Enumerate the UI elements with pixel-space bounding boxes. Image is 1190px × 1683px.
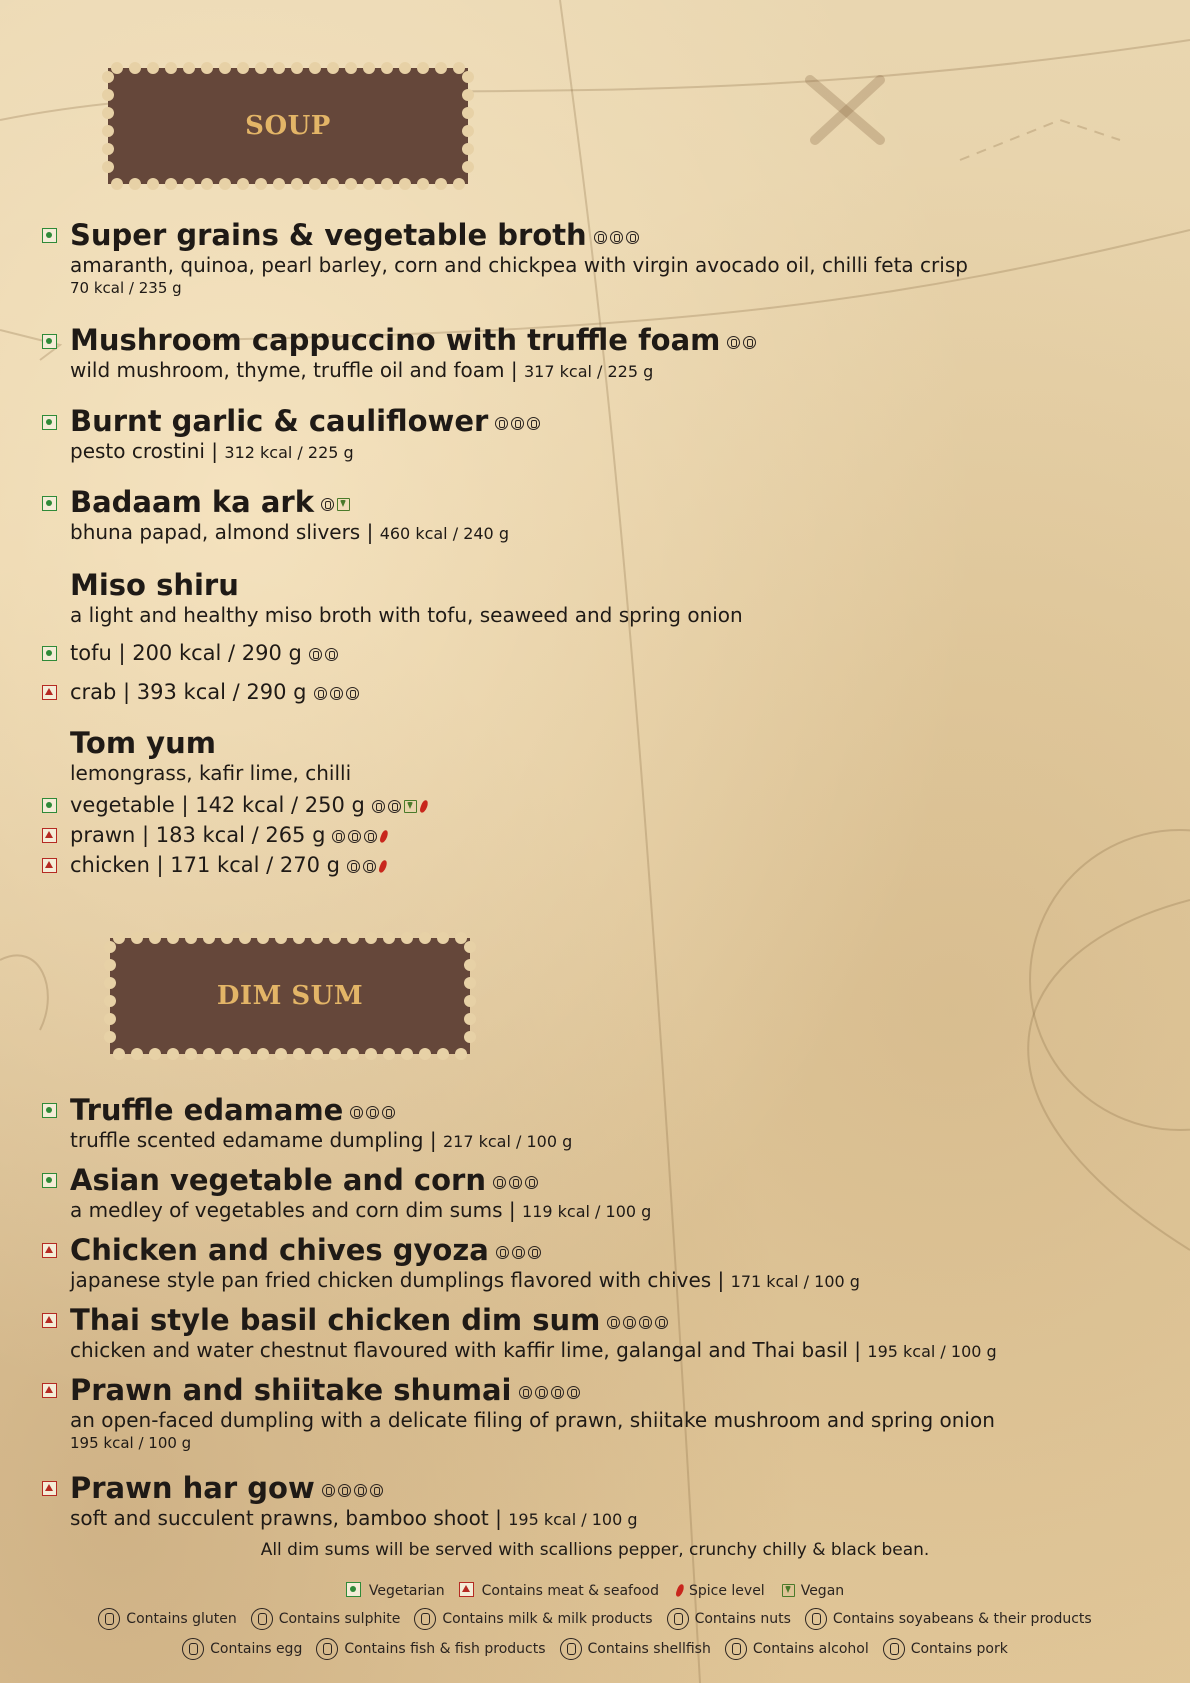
gluten-icon — [610, 231, 623, 244]
legend-label: Vegan — [800, 1582, 845, 1599]
alcohol-icon — [725, 1638, 747, 1660]
item-kcal: 312 kcal / 225 g — [224, 443, 354, 462]
nonveg-mark — [42, 858, 57, 873]
menu-item — [70, 1373, 1150, 1453]
item-description: lemongrass, kafir lime, chilli — [70, 761, 352, 785]
item-kcal: 171 kcal / 100 g — [730, 1272, 860, 1291]
veg-mark — [42, 646, 57, 661]
chili-icon — [379, 829, 389, 843]
nonveg-mark — [42, 1313, 57, 1328]
legend-label: Contains shellfish — [587, 1641, 711, 1657]
gluten-icon — [655, 1316, 668, 1329]
gluten-icon — [350, 1106, 363, 1119]
menu-item — [70, 218, 1150, 298]
item-name: Badaam ka ark — [70, 485, 314, 519]
gluten-icon — [567, 1386, 580, 1399]
veg-mark — [346, 1582, 361, 1597]
nonveg-mark — [459, 1582, 474, 1597]
menu-item — [70, 404, 1150, 466]
item-description: a medley of vegetables and corn dim sums | — [70, 1198, 516, 1222]
milk-icon — [551, 1386, 564, 1399]
item-description: bhuna papad, almond slivers | — [70, 520, 374, 544]
shellfish-icon — [560, 1638, 582, 1660]
item-name: Super grains & vegetable broth — [70, 218, 587, 252]
menu-item — [70, 1163, 1150, 1225]
gluten-icon — [528, 1246, 541, 1259]
gluten-icon — [330, 687, 343, 700]
gluten-icon — [348, 830, 361, 843]
soyabean-icon — [332, 830, 345, 843]
legend-label: Contains egg — [210, 1641, 303, 1657]
legend-row-1 — [0, 1582, 1190, 1599]
gluten-icon — [495, 417, 508, 430]
veg-mark — [42, 228, 57, 243]
legend-label: Spice level — [688, 1582, 765, 1599]
milk-icon — [414, 1608, 436, 1630]
egg-icon — [182, 1638, 204, 1660]
vegan-icon — [337, 498, 350, 511]
item-kcal: 460 kcal / 240 g — [379, 524, 509, 543]
gluten-icon — [370, 1484, 383, 1497]
milk-icon — [743, 336, 756, 349]
soyabean-icon — [366, 1106, 379, 1119]
chili-icon — [419, 799, 429, 813]
soyabean-icon — [388, 800, 401, 813]
gluten-icon — [309, 648, 322, 661]
milk-icon — [512, 1246, 525, 1259]
milk-icon — [382, 1106, 395, 1119]
legend-label: Contains sulphite — [278, 1611, 401, 1627]
item-kcal: 217 kcal / 100 g — [442, 1132, 573, 1151]
item-description: chicken and water chestnut flavoured with kaffir lime, galangal and Thai basil | — [70, 1338, 862, 1362]
shellfish-icon — [535, 1386, 548, 1399]
item-description: soft and succulent prawns, bamboo shoot | — [70, 1506, 502, 1530]
pork-icon — [883, 1638, 905, 1660]
dimsum-banner — [110, 938, 470, 1054]
menu-item — [70, 568, 1150, 628]
nonveg-mark — [42, 828, 57, 843]
vegan-icon — [782, 1584, 795, 1597]
veg-mark — [42, 415, 57, 430]
soyabean-icon — [363, 860, 376, 873]
section-heading-dimsum: DIM SUM — [216, 981, 364, 1011]
nuts-icon — [667, 1608, 689, 1630]
soyabean-icon — [805, 1608, 827, 1630]
fish-icon — [623, 1316, 636, 1329]
chili-icon — [378, 859, 388, 873]
legend-row-3 — [0, 1638, 1190, 1660]
veg-mark — [42, 1103, 57, 1118]
shellfish-icon — [364, 830, 377, 843]
milk-icon — [626, 231, 639, 244]
soup-banner — [108, 68, 468, 184]
soyabean-icon — [322, 1484, 335, 1497]
item-description: japanese style pan fried chicken dumplings flavored with chives | — [70, 1268, 725, 1292]
shellfish-icon — [338, 1484, 351, 1497]
fish-icon — [316, 1638, 338, 1660]
item-kcal: 195 kcal / 100 g — [70, 1434, 192, 1452]
menu-item — [70, 485, 1150, 547]
legend-row-2 — [0, 1608, 1190, 1630]
item-name: Mushroom cappuccino with truffle foam — [70, 323, 721, 357]
gluten-icon — [525, 1176, 538, 1189]
item-name: Tom yum — [70, 726, 216, 760]
item-name: Thai style basil chicken dim sum — [70, 1303, 601, 1337]
menu-item — [70, 1471, 1150, 1533]
variant-line: vegetable | 142 kcal / 250 g — [70, 791, 427, 819]
soyabean-icon — [493, 1176, 506, 1189]
item-name: Chicken and chives gyoza — [70, 1233, 489, 1267]
item-description: amaranth, quinoa, pearl barley, corn and chickpea with virgin avocado oil, chilli feta crisp — [70, 253, 968, 277]
item-kcal: 70 kcal / 235 g — [70, 279, 182, 297]
legend-label: Contains soyabeans & their products — [832, 1611, 1092, 1627]
menu-item — [70, 323, 1150, 385]
soyabean-icon — [607, 1316, 620, 1329]
item-name: Truffle edamame — [70, 1093, 344, 1127]
legend-label: Contains fish & fish products — [344, 1641, 546, 1657]
item-kcal: 195 kcal / 100 g — [508, 1510, 638, 1529]
menu-item — [70, 1233, 1150, 1295]
menu-item — [70, 726, 1150, 786]
legend-label: Contains nuts — [694, 1611, 791, 1627]
nonveg-mark — [42, 1383, 57, 1398]
variant-line: prawn | 183 kcal / 265 g — [70, 821, 387, 849]
item-name: Prawn and shiitake shumai — [70, 1373, 512, 1407]
soyabean-icon — [314, 687, 327, 700]
legend-label: Contains meat & seafood — [481, 1582, 659, 1599]
nonveg-mark — [42, 1481, 57, 1496]
item-name: Prawn har gow — [70, 1471, 315, 1505]
soyabean-icon — [519, 1386, 532, 1399]
item-description: pesto crostini | — [70, 439, 219, 463]
milk-icon — [639, 1316, 652, 1329]
legend-label: Contains pork — [910, 1641, 1008, 1657]
veg-mark — [42, 496, 57, 511]
milk-icon — [354, 1484, 367, 1497]
item-description: a light and healthy miso broth with tofu, seaweed and spring onion — [70, 603, 743, 627]
item-kcal: 119 kcal / 100 g — [522, 1202, 652, 1221]
nuts-icon — [321, 498, 334, 511]
variant-line: chicken | 171 kcal / 270 g — [70, 851, 386, 879]
gluten-icon — [98, 1608, 120, 1630]
nonveg-mark — [42, 1243, 57, 1258]
legend-label: Contains milk & milk products — [442, 1611, 653, 1627]
section-heading-soup: SOUP — [245, 111, 331, 141]
soyabean-icon — [325, 648, 338, 661]
legend-label: Contains gluten — [126, 1611, 237, 1627]
veg-mark — [42, 798, 57, 813]
gluten-icon — [372, 800, 385, 813]
vegan-icon — [404, 800, 417, 813]
chili-icon — [675, 1583, 685, 1597]
item-name: Miso shiru — [70, 568, 239, 602]
legend-label: Vegetarian — [368, 1582, 445, 1599]
gluten-icon — [347, 860, 360, 873]
veg-mark — [42, 334, 57, 349]
item-description: wild mushroom, thyme, truffle oil and foam | — [70, 358, 518, 382]
soyabean-icon — [496, 1246, 509, 1259]
dimsum-footnote: All dim sums will be served with scallions pepper, crunchy chilly & black bean. — [260, 1540, 930, 1560]
item-kcal: 195 kcal / 100 g — [867, 1342, 997, 1361]
item-kcal: 317 kcal / 225 g — [524, 362, 654, 381]
milk-icon — [511, 417, 524, 430]
nuts-icon — [509, 1176, 522, 1189]
gluten-icon — [727, 336, 740, 349]
nuts-icon — [594, 231, 607, 244]
item-description: truffle scented edamame dumpling | — [70, 1128, 437, 1152]
sulphite-icon — [251, 1608, 273, 1630]
veg-mark — [42, 1173, 57, 1188]
variant-line: crab | 393 kcal / 290 g — [70, 678, 359, 706]
shellfish-icon — [346, 687, 359, 700]
nonveg-mark — [42, 685, 57, 700]
item-description: an open-faced dumpling with a delicate filing of prawn, shiitake mushroom and spring onion — [70, 1408, 995, 1432]
legend-label: Contains alcohol — [752, 1641, 869, 1657]
item-name: Burnt garlic & cauliflower — [70, 404, 489, 438]
nuts-icon — [527, 417, 540, 430]
menu-item — [70, 1093, 1150, 1155]
variant-line: tofu | 200 kcal / 290 g — [70, 639, 338, 667]
menu-item — [70, 1303, 1150, 1365]
item-name: Asian vegetable and corn — [70, 1163, 486, 1197]
